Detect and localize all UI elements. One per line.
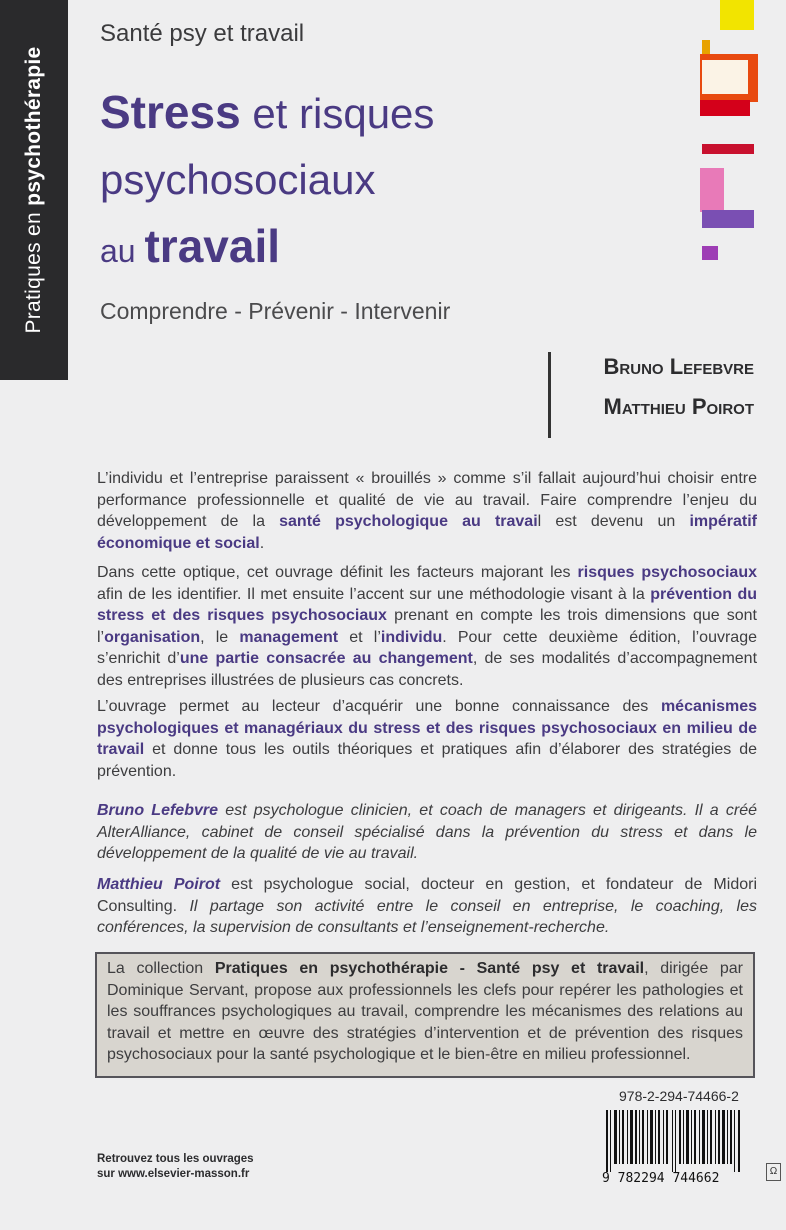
description-paragraph: L’ouvrage permet au lecteur d’acquérir une bonne connaissance des mécanismes psychologiques et managériaux du stress et des risques psychosociaux en milieu de travail et donne tous les outils théoriques et pratiques afin d’élaborer des stratégies de prévention. <box>97 698 757 780</box>
authors-divider <box>548 352 551 438</box>
barcode-digits: 9 782294 744662 <box>602 1171 720 1186</box>
isbn: 978-2-294-74466-2 <box>619 1088 739 1104</box>
author-bio: Matthieu Poirot est psychologue social, docteur en gestion, et fondateur de Midori Consulting. Il partage son activité entre le conseil en entreprise, le coaching, les conférences, la supervision de consultants et l’enseignement-recherche. <box>97 876 757 936</box>
author-name: Matthieu Poirot <box>603 394 754 419</box>
book-subtitle: Comprendre - Prévenir - Intervenir <box>100 298 451 324</box>
barcode <box>600 1110 760 1190</box>
description-paragraph: L’individu et l’entreprise paraissent « brouillés » comme s’il fallait aujourd’hui choisir entre performance professionnelle et qualité de vie au travail. Faire comprendre l’enjeu du développement de la santé psychologique au travail est devenu un impératif économique et social. <box>97 470 758 552</box>
collection-name: Pratiques en psychothérapie <box>22 46 45 334</box>
author-name: Bruno Lefebvre <box>603 354 754 379</box>
book-title: Stress et risques psychosociaux au travail <box>100 86 435 272</box>
spine-band <box>0 0 68 380</box>
series-name: Santé psy et travail <box>100 20 305 47</box>
publisher-logo-icon: Ω <box>766 1163 781 1181</box>
publisher-note: Retrouvez tous les ouvrages sur www.elsevier-masson.fr <box>97 1153 254 1180</box>
description-paragraph: Dans cette optique, cet ouvrage définit les facteurs majorant les risques psychosociaux afin de les identifier. Il met ensuite l’accent sur une méthodologie visant à la prévention du stress et des risques psychosociaux prenant en compte les trois dimensions que sont l’organisation, le management et l’individu. Pour cette deuxième édition, l’ouvrage s’enrichit d’une partie consacrée au changement, de ses modalités d’accompagnement des entreprises illustrées de plusieurs cas concrets. <box>97 564 758 689</box>
author-bio: Bruno Lefebvre est psychologue clinicien, et coach de managers et dirigeants. Il a créé AlterAlliance, cabinet de conseil spécialisé dans la prévention du stress et dans le développement de la qualité de vie au travail. <box>97 802 758 862</box>
decorative-blocks <box>698 0 758 270</box>
collection-box: La collection Pratiques en psychothérapie - Santé psy et travail, dirigée par Dominique Servant, propose aux professionnels les clefs pour repérer les pathologies et les souffrances psychologiques au travail, comprendre les mécanismes des relations au travail et mettre en œuvre des stratégies d’intervention et de prévention des risques psychosociaux pour la santé psychologique et le bien-être en milieu professionnel. <box>95 952 755 1078</box>
